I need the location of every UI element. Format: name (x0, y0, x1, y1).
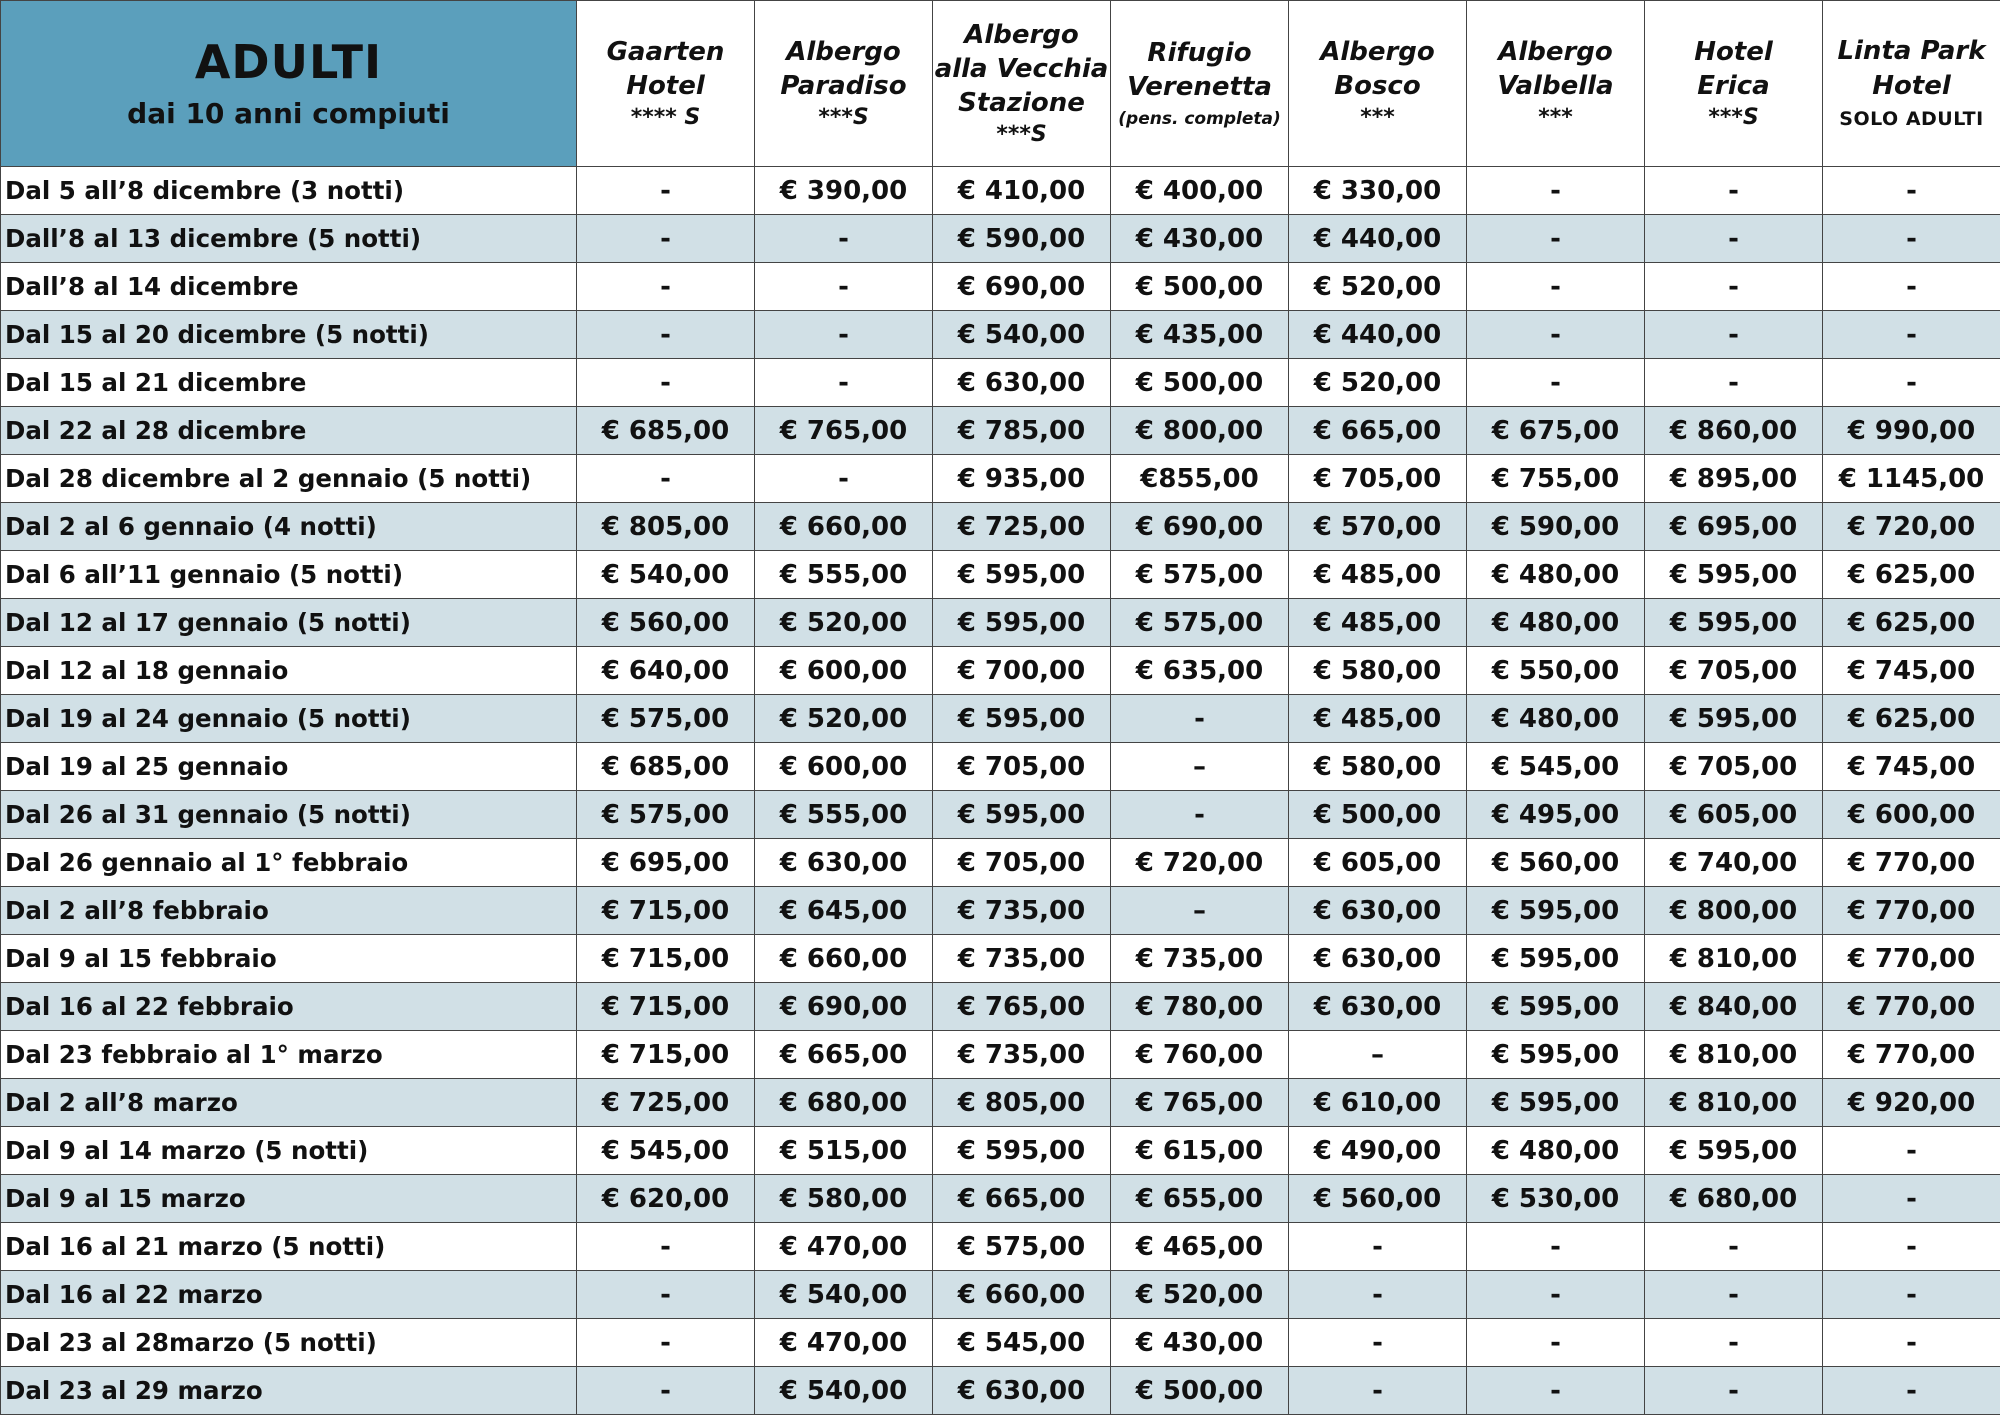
price-cell: - (577, 215, 755, 263)
price-cell: - (1645, 1271, 1823, 1319)
price-cell: € 810,00 (1645, 1079, 1823, 1127)
price-cell: € 595,00 (933, 791, 1111, 839)
price-cell: € 760,00 (1111, 1031, 1289, 1079)
table-row (1, 455, 2000, 503)
price-cell: € 765,00 (755, 407, 933, 455)
period-cell: Dal 26 gennaio al 1° febbraio (1, 839, 577, 887)
price-cell: € 630,00 (1289, 935, 1467, 983)
price-cell: € 590,00 (933, 215, 1111, 263)
price-cell: - (1823, 1127, 2000, 1175)
price-cell: - (1823, 215, 2000, 263)
table-row (1, 551, 2000, 599)
price-cell: - (1645, 1367, 1823, 1415)
price-cell: - (755, 311, 933, 359)
period-cell: Dal 28 dicembre al 2 gennaio (5 notti) (1, 455, 577, 503)
hotel-name-line: Paradiso (755, 69, 932, 103)
period-cell: Dal 19 al 24 gennaio (5 notti) (1, 695, 577, 743)
price-cell: - (1823, 263, 2000, 311)
price-cell: € 555,00 (755, 791, 933, 839)
price-cell: € 550,00 (1467, 647, 1645, 695)
price-cell: € 630,00 (933, 359, 1111, 407)
price-cell: € 595,00 (933, 551, 1111, 599)
hotel-name-line: Gaarten (577, 35, 754, 69)
price-cell: - (1823, 1367, 2000, 1415)
price-cell: €855,00 (1111, 455, 1289, 503)
price-cell: € 500,00 (1289, 791, 1467, 839)
price-cell: € 630,00 (1289, 983, 1467, 1031)
period-cell: Dal 2 al 6 gennaio (4 notti) (1, 503, 577, 551)
price-cell: € 500,00 (1111, 359, 1289, 407)
price-cell: - (1823, 1175, 2000, 1223)
hotel-name-line: alla Vecchia (933, 52, 1110, 86)
table-title: ADULTI (1, 37, 576, 88)
price-cell: € 580,00 (1289, 743, 1467, 791)
price-cell: € 705,00 (1289, 455, 1467, 503)
price-cell: - (577, 1223, 755, 1271)
hotel-name-line: Valbella (1467, 69, 1644, 103)
price-cell: € 485,00 (1289, 551, 1467, 599)
price-cell: € 500,00 (1111, 263, 1289, 311)
price-cell: - (1645, 311, 1823, 359)
period-cell: Dal 9 al 15 febbraio (1, 935, 577, 983)
price-cell: € 680,00 (755, 1079, 933, 1127)
price-cell: - (755, 359, 933, 407)
price-cell: - (1289, 1223, 1467, 1271)
price-cell: € 725,00 (933, 503, 1111, 551)
price-cell: € 540,00 (933, 311, 1111, 359)
table-row (1, 839, 2000, 887)
price-cell: - (577, 1367, 755, 1415)
price-cell: - (1289, 1319, 1467, 1367)
price-cell: - (1467, 1367, 1645, 1415)
price-cell: - (1289, 1367, 1467, 1415)
period-cell: Dall’8 al 14 dicembre (1, 263, 577, 311)
price-cell: € 700,00 (933, 647, 1111, 695)
price-cell: € 770,00 (1823, 887, 2000, 935)
price-cell: - (1289, 1271, 1467, 1319)
price-cell: € 705,00 (1645, 647, 1823, 695)
period-cell: Dal 2 all’8 marzo (1, 1079, 577, 1127)
price-cell: € 480,00 (1467, 599, 1645, 647)
hotel-header-cell (1111, 1, 1289, 167)
price-cell: € 800,00 (1645, 887, 1823, 935)
price-cell: € 520,00 (1289, 359, 1467, 407)
table-row (1, 263, 2000, 311)
price-cell: € 780,00 (1111, 983, 1289, 1031)
price-cell: € 400,00 (1111, 167, 1289, 215)
table-row (1, 695, 2000, 743)
price-cell: - (1111, 791, 1289, 839)
period-cell: Dal 19 al 25 gennaio (1, 743, 577, 791)
table-row (1, 1031, 2000, 1079)
period-cell: Dal 16 al 21 marzo (5 notti) (1, 1223, 577, 1271)
hotel-header-cell (1823, 1, 2000, 167)
table-row (1, 359, 2000, 407)
price-cell: € 540,00 (755, 1271, 933, 1319)
price-cell: € 785,00 (933, 407, 1111, 455)
price-cell: € 630,00 (933, 1367, 1111, 1415)
price-cell: - (1467, 263, 1645, 311)
table-row (1, 1271, 2000, 1319)
price-cell: € 545,00 (1467, 743, 1645, 791)
price-cell: € 720,00 (1823, 503, 2000, 551)
price-cell: € 390,00 (755, 167, 933, 215)
price-cell: € 665,00 (1289, 407, 1467, 455)
price-cell: € 665,00 (933, 1175, 1111, 1223)
hotel-name-line: Erica (1645, 69, 1822, 103)
price-cell: € 840,00 (1645, 983, 1823, 1031)
price-cell: € 580,00 (755, 1175, 933, 1223)
price-cell: € 735,00 (933, 1031, 1111, 1079)
price-cell: – (1111, 887, 1289, 935)
price-cell: € 435,00 (1111, 311, 1289, 359)
price-cell: € 695,00 (577, 839, 755, 887)
price-cell: € 570,00 (1289, 503, 1467, 551)
hotel-note: SOLO ADULTI (1823, 107, 2000, 133)
period-cell: Dal 15 al 20 dicembre (5 notti) (1, 311, 577, 359)
hotel-name-line: Albergo (1467, 35, 1644, 69)
price-cell: € 580,00 (1289, 647, 1467, 695)
hotel-note: (pens. completa) (1111, 108, 1288, 131)
price-cell: € 595,00 (1467, 1031, 1645, 1079)
table-row (1, 1079, 2000, 1127)
price-cell: - (1645, 215, 1823, 263)
price-cell: € 540,00 (755, 1367, 933, 1415)
price-cell: € 660,00 (755, 503, 933, 551)
table-row (1, 215, 2000, 263)
price-cell: € 705,00 (933, 839, 1111, 887)
price-cell: - (577, 359, 755, 407)
price-cell: € 610,00 (1289, 1079, 1467, 1127)
table-row (1, 983, 2000, 1031)
price-cell: € 735,00 (1111, 935, 1289, 983)
period-cell: Dall’8 al 13 dicembre (5 notti) (1, 215, 577, 263)
price-cell: € 600,00 (755, 743, 933, 791)
table-row (1, 743, 2000, 791)
price-cell: € 555,00 (755, 551, 933, 599)
price-cell: € 465,00 (1111, 1223, 1289, 1271)
price-cell: € 470,00 (755, 1319, 933, 1367)
period-cell: Dal 2 all’8 febbraio (1, 887, 577, 935)
price-cell: € 765,00 (933, 983, 1111, 1031)
price-cell: € 735,00 (933, 935, 1111, 983)
hotel-header-cell (1645, 1, 1823, 167)
price-cell: - (1823, 1319, 2000, 1367)
price-cell: - (1111, 695, 1289, 743)
table-row (1, 887, 2000, 935)
price-cell: € 770,00 (1823, 983, 2000, 1031)
price-cell: € 520,00 (755, 599, 933, 647)
price-cell: € 470,00 (755, 1223, 933, 1271)
price-cell: € 615,00 (1111, 1127, 1289, 1175)
price-cell: € 640,00 (577, 647, 755, 695)
price-cell: - (1467, 1223, 1645, 1271)
period-cell: Dal 23 al 29 marzo (1, 1367, 577, 1415)
table-row (1, 1223, 2000, 1271)
price-cell: - (577, 263, 755, 311)
header-row (1, 1, 2000, 167)
price-cell: € 660,00 (933, 1271, 1111, 1319)
hotel-rating: *** (1289, 104, 1466, 133)
price-cell: € 645,00 (755, 887, 933, 935)
price-cell: – (1111, 743, 1289, 791)
price-cell: € 770,00 (1823, 839, 2000, 887)
price-cell: € 695,00 (1645, 503, 1823, 551)
price-cell: - (1467, 311, 1645, 359)
price-cell: € 575,00 (933, 1223, 1111, 1271)
price-cell: € 595,00 (1467, 935, 1645, 983)
price-cell: € 560,00 (1467, 839, 1645, 887)
price-cell: € 690,00 (755, 983, 933, 1031)
price-cell: € 575,00 (577, 695, 755, 743)
price-cell: € 520,00 (1289, 263, 1467, 311)
price-cell: - (1823, 311, 2000, 359)
price-cell: - (1467, 215, 1645, 263)
price-cell: € 625,00 (1823, 599, 2000, 647)
price-cell: € 440,00 (1289, 215, 1467, 263)
price-cell: € 680,00 (1645, 1175, 1823, 1223)
price-cell: € 620,00 (577, 1175, 755, 1223)
price-cell: € 715,00 (577, 887, 755, 935)
price-cell: € 800,00 (1111, 407, 1289, 455)
price-cell: € 595,00 (1467, 1079, 1645, 1127)
price-cell: – (1289, 1031, 1467, 1079)
table-row (1, 1175, 2000, 1223)
price-cell: € 665,00 (755, 1031, 933, 1079)
price-cell: € 660,00 (755, 935, 933, 983)
hotel-rating: ***S (755, 104, 932, 133)
hotel-name-line: Hotel (577, 69, 754, 103)
price-cell: € 635,00 (1111, 647, 1289, 695)
price-cell: € 690,00 (933, 263, 1111, 311)
price-cell: - (1645, 359, 1823, 407)
price-cell: € 515,00 (755, 1127, 933, 1175)
period-cell: Dal 6 all’11 gennaio (5 notti) (1, 551, 577, 599)
price-cell: € 600,00 (755, 647, 933, 695)
price-cell: € 655,00 (1111, 1175, 1289, 1223)
hotel-name-line: Albergo (933, 18, 1110, 52)
price-cell: € 330,00 (1289, 167, 1467, 215)
table-body (1, 167, 2000, 1415)
hotel-name-line: Albergo (755, 35, 932, 69)
price-cell: € 990,00 (1823, 407, 2000, 455)
hotel-rating: **** S (577, 104, 754, 133)
price-cell: € 745,00 (1823, 647, 2000, 695)
price-cell: € 595,00 (1645, 599, 1823, 647)
hotel-header-cell (577, 1, 755, 167)
period-cell: Dal 23 febbraio al 1° marzo (1, 1031, 577, 1079)
price-cell: € 410,00 (933, 167, 1111, 215)
price-cell: € 485,00 (1289, 695, 1467, 743)
period-cell: Dal 16 al 22 marzo (1, 1271, 577, 1319)
price-cell: - (1467, 1271, 1645, 1319)
period-cell: Dal 12 al 17 gennaio (5 notti) (1, 599, 577, 647)
table-row (1, 935, 2000, 983)
price-cell: - (577, 1271, 755, 1319)
hotel-header-cell (1289, 1, 1467, 167)
price-cell: € 500,00 (1111, 1367, 1289, 1415)
price-cell: - (1823, 1223, 2000, 1271)
price-cell: € 810,00 (1645, 1031, 1823, 1079)
hotel-header-cell (1467, 1, 1645, 167)
price-cell: € 440,00 (1289, 311, 1467, 359)
price-cell: € 705,00 (1645, 743, 1823, 791)
price-cell: € 605,00 (1289, 839, 1467, 887)
period-cell: Dal 16 al 22 febbraio (1, 983, 577, 1031)
price-cell: € 715,00 (577, 935, 755, 983)
price-cell: € 630,00 (755, 839, 933, 887)
price-cell: € 430,00 (1111, 1319, 1289, 1367)
price-cell: € 520,00 (755, 695, 933, 743)
price-cell: € 735,00 (933, 887, 1111, 935)
hotel-name-line: Hotel (1645, 35, 1822, 69)
hotel-name-line: Rifugio (1111, 36, 1288, 70)
price-cell: € 755,00 (1467, 455, 1645, 503)
hotel-name-line: Hotel (1823, 69, 2000, 103)
price-cell: € 480,00 (1467, 695, 1645, 743)
table-row (1, 167, 2000, 215)
price-cell: € 920,00 (1823, 1079, 2000, 1127)
price-cell: € 595,00 (933, 695, 1111, 743)
table-row (1, 599, 2000, 647)
price-cell: € 430,00 (1111, 215, 1289, 263)
hotel-header-cell (933, 1, 1111, 167)
hotel-rating: ***S (1645, 104, 1822, 133)
price-cell: € 520,00 (1111, 1271, 1289, 1319)
price-cell: € 530,00 (1467, 1175, 1645, 1223)
table-row (1, 647, 2000, 695)
price-cell: € 1145,00 (1823, 455, 2000, 503)
price-cell: € 490,00 (1289, 1127, 1467, 1175)
price-cell: € 575,00 (1111, 551, 1289, 599)
table-row (1, 503, 2000, 551)
price-cell: € 625,00 (1823, 695, 2000, 743)
price-cell: € 485,00 (1289, 599, 1467, 647)
price-cell: - (577, 167, 755, 215)
table-row (1, 407, 2000, 455)
price-cell: € 560,00 (577, 599, 755, 647)
price-cell: € 770,00 (1823, 1031, 2000, 1079)
hotel-rating: *** (1467, 104, 1644, 133)
price-cell: € 595,00 (933, 1127, 1111, 1175)
price-cell: € 685,00 (577, 407, 755, 455)
table-title-cell (1, 1, 577, 167)
price-cell: - (1467, 167, 1645, 215)
table-row (1, 1127, 2000, 1175)
price-cell: € 600,00 (1823, 791, 2000, 839)
price-cell: - (1823, 1271, 2000, 1319)
price-cell: € 805,00 (933, 1079, 1111, 1127)
price-cell: € 595,00 (1645, 1127, 1823, 1175)
period-cell: Dal 12 al 18 gennaio (1, 647, 577, 695)
price-cell: € 595,00 (1467, 887, 1645, 935)
hotel-name-line: Stazione (933, 86, 1110, 120)
price-cell: € 590,00 (1467, 503, 1645, 551)
price-cell: - (755, 215, 933, 263)
price-cell: € 805,00 (577, 503, 755, 551)
price-cell: € 495,00 (1467, 791, 1645, 839)
price-cell: € 480,00 (1467, 1127, 1645, 1175)
price-cell: € 860,00 (1645, 407, 1823, 455)
price-cell: € 605,00 (1645, 791, 1823, 839)
price-cell: - (755, 263, 933, 311)
price-cell: - (577, 455, 755, 503)
price-cell: € 595,00 (933, 599, 1111, 647)
period-cell: Dal 5 all’8 dicembre (3 notti) (1, 167, 577, 215)
price-cell: € 560,00 (1289, 1175, 1467, 1223)
price-cell: € 575,00 (577, 791, 755, 839)
price-cell: € 935,00 (933, 455, 1111, 503)
price-cell: € 690,00 (1111, 503, 1289, 551)
period-cell: Dal 9 al 14 marzo (5 notti) (1, 1127, 577, 1175)
price-cell: - (577, 311, 755, 359)
price-cell: € 545,00 (577, 1127, 755, 1175)
table-row (1, 1319, 2000, 1367)
price-cell: € 745,00 (1823, 743, 2000, 791)
price-cell: € 895,00 (1645, 455, 1823, 503)
table-row (1, 791, 2000, 839)
price-cell: - (1467, 359, 1645, 407)
price-cell: - (1645, 167, 1823, 215)
price-cell: € 685,00 (577, 743, 755, 791)
price-cell: - (1645, 1223, 1823, 1271)
hotel-name-line: Albergo (1289, 35, 1466, 69)
price-cell: € 630,00 (1289, 887, 1467, 935)
price-cell: € 770,00 (1823, 935, 2000, 983)
price-cell: € 705,00 (933, 743, 1111, 791)
price-cell: - (577, 1319, 755, 1367)
price-cell: - (1823, 167, 2000, 215)
price-cell: - (1467, 1319, 1645, 1367)
period-cell: Dal 22 al 28 dicembre (1, 407, 577, 455)
price-cell: € 740,00 (1645, 839, 1823, 887)
price-cell: € 625,00 (1823, 551, 2000, 599)
price-cell: - (1645, 263, 1823, 311)
price-cell: - (755, 455, 933, 503)
price-cell: € 595,00 (1645, 551, 1823, 599)
table-row (1, 311, 2000, 359)
table-subtitle: dai 10 anni compiuti (1, 97, 576, 130)
period-cell: Dal 23 al 28marzo (5 notti) (1, 1319, 577, 1367)
price-cell: € 765,00 (1111, 1079, 1289, 1127)
price-cell: - (1645, 1319, 1823, 1367)
price-cell: € 480,00 (1467, 551, 1645, 599)
hotel-header-cell (755, 1, 933, 167)
hotel-name-line: Verenetta (1111, 70, 1288, 104)
hotel-rating: ***S (933, 121, 1110, 150)
price-cell: € 810,00 (1645, 935, 1823, 983)
hotel-name-line: Bosco (1289, 69, 1466, 103)
price-cell: - (1823, 359, 2000, 407)
price-cell: € 595,00 (1467, 983, 1645, 1031)
price-cell: € 595,00 (1645, 695, 1823, 743)
price-cell: € 675,00 (1467, 407, 1645, 455)
price-cell: € 725,00 (577, 1079, 755, 1127)
period-cell: Dal 26 al 31 gennaio (5 notti) (1, 791, 577, 839)
table-row (1, 1367, 2000, 1415)
price-cell: € 720,00 (1111, 839, 1289, 887)
hotel-name-line: Linta Park (1823, 34, 2000, 68)
period-cell: Dal 15 al 21 dicembre (1, 359, 577, 407)
price-cell: € 545,00 (933, 1319, 1111, 1367)
price-cell: € 540,00 (577, 551, 755, 599)
period-cell: Dal 9 al 15 marzo (1, 1175, 577, 1223)
price-cell: € 715,00 (577, 983, 755, 1031)
price-cell: € 575,00 (1111, 599, 1289, 647)
price-cell: € 715,00 (577, 1031, 755, 1079)
